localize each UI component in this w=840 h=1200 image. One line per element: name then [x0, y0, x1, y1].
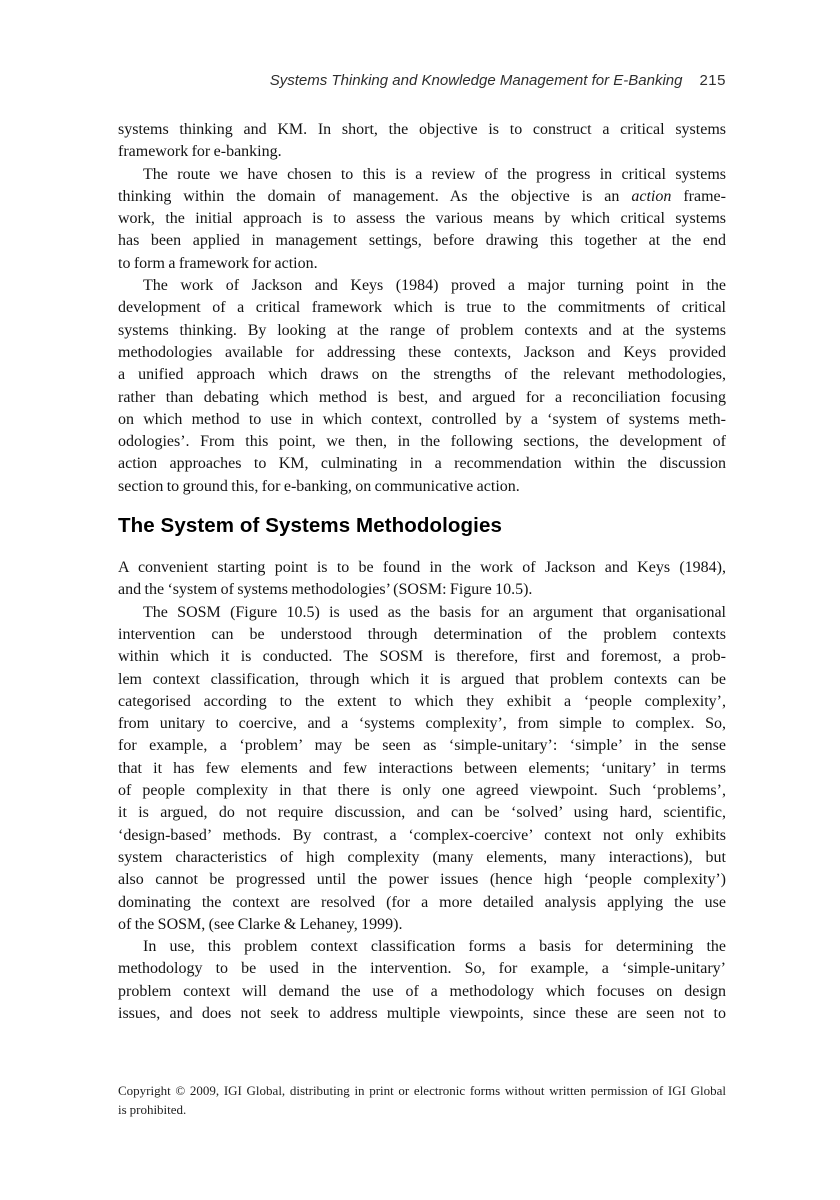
- text-line: In use, this problem context classification forms a basis for determining the: [143, 938, 726, 956]
- text-line: to form a framework for action.: [118, 254, 318, 272]
- text-line: it is argued, do not require discussion, and can be ‘solved’ using hard, scientific,: [118, 804, 726, 822]
- text-line: within which it is conducted. The SOSM is therefore, first and foremost, a prob-: [118, 648, 726, 666]
- paragraph-1: [118, 119, 726, 164]
- copyright-line: is prohibited.: [118, 1102, 187, 1117]
- text-line: The work of Jackson and Keys (1984) proved a major turning point in the: [143, 277, 726, 295]
- text-line: that it has few elements and few interactions between elements; ‘unitary’ in terms: [118, 759, 726, 777]
- text-line: dominating the context are resolved (for a more detailed analysis applying the use: [118, 893, 726, 911]
- copyright-line: Copyright © 2009, IGI Global, distributing in print or electronic forms without written permission of IGI Global: [118, 1083, 726, 1098]
- text-line: rather than debating which method is best, and argued for a reconciliation focusing: [118, 388, 726, 406]
- paragraph-2: [118, 164, 726, 275]
- text-line: systems thinking and KM. In short, the objective is to construct a critical systems: [118, 121, 726, 138]
- text-line: work, the initial approach is to assess the various means by which critical systems: [118, 210, 726, 228]
- page-number: 215: [699, 72, 726, 89]
- text-line: methodologies available for addressing these contexts, Jackson and Keys provided: [118, 343, 726, 361]
- running-title: Systems Thinking and Knowledge Management for E-Banking: [269, 72, 683, 89]
- text-line: The route we have chosen to this is a review of the progress in critical systems: [143, 165, 726, 183]
- text-line: from unitary to coercive, and a ‘systems complexity’, from simple to complex. So,: [118, 715, 726, 733]
- text-line: has been applied in management settings, before drawing this together at the end: [118, 232, 726, 250]
- italic-word: action: [631, 187, 672, 205]
- text-line: of the SOSM, (see Clarke & Lehaney, 1999).: [118, 915, 403, 933]
- copyright-footer: [118, 1081, 726, 1119]
- paragraph-6: [118, 936, 726, 1025]
- text-line: A convenient starting point is to be found in the work of Jackson and Keys (1984),: [118, 559, 726, 577]
- text-line: odologies’. From this point, we then, in the following sections, the development of: [118, 433, 726, 451]
- section-heading: The System of Systems Methodologies: [118, 514, 502, 538]
- text-line: methodology to be used in the intervention. So, for example, a ‘simple-unitary’: [118, 960, 726, 978]
- text-line: development of a critical framework which is true to the commitments of critical: [118, 299, 726, 317]
- text-line: The SOSM (Figure 10.5) is used as the basis for an argument that organisational: [143, 603, 726, 621]
- text-line: ‘design-based’ methods. By contrast, a ‘complex-coercive’ context not only exhibits: [118, 826, 726, 844]
- text-line: a unified approach which draws on the strengths of the relevant methodologies,: [118, 366, 726, 384]
- text-line: section to ground this, for e-banking, on communicative action.: [118, 477, 520, 495]
- text-line: action approaches to KM, culminating in a recommendation within the discussion: [118, 455, 726, 473]
- text-line: system characteristics of high complexity (many elements, many interactions), but: [118, 848, 726, 866]
- text-line: systems thinking. By looking at the range of problem contexts and at the systems: [118, 321, 726, 339]
- text-line: of people complexity in that there is only one agreed viewpoint. Such ‘problems’,: [118, 782, 726, 800]
- text-segment: thinking within the domain of management. As the objective is an: [118, 187, 632, 205]
- running-header: [118, 72, 726, 89]
- text-line: lem context classification, through which it is argued that problem contexts can be: [118, 670, 726, 688]
- paragraph-3: [118, 275, 726, 498]
- paragraph-4: [118, 557, 726, 602]
- text-line: problem context will demand the use of a methodology which focuses on design: [118, 982, 726, 1000]
- text-line: and the ‘system of systems methodologies’ (SOSM: Figure 10.5).: [118, 581, 533, 599]
- text-line: issues, and does not seek to address multiple viewpoints, since these are seen not to: [118, 1004, 726, 1022]
- text-segment: frame-: [671, 187, 726, 205]
- text-line: categorised according to the extent to which they exhibit a ‘people complexity’,: [118, 692, 726, 710]
- text-line: on which method to use in which context, controlled by a ‘system of systems meth-: [118, 410, 726, 428]
- text-line: intervention can be understood through determination of the problem contexts: [118, 625, 726, 643]
- text-line: framework for e-banking.: [118, 143, 282, 161]
- text-line: for example, a ‘problem’ may be seen as ‘simple-unitary’: ‘simple’ in the sense: [118, 737, 726, 755]
- body-text: [118, 119, 726, 1025]
- text-line: also cannot be progressed until the power issues (hence high ‘people complexity’): [118, 871, 726, 889]
- text-line: [118, 186, 726, 208]
- paragraph-5: [118, 602, 726, 936]
